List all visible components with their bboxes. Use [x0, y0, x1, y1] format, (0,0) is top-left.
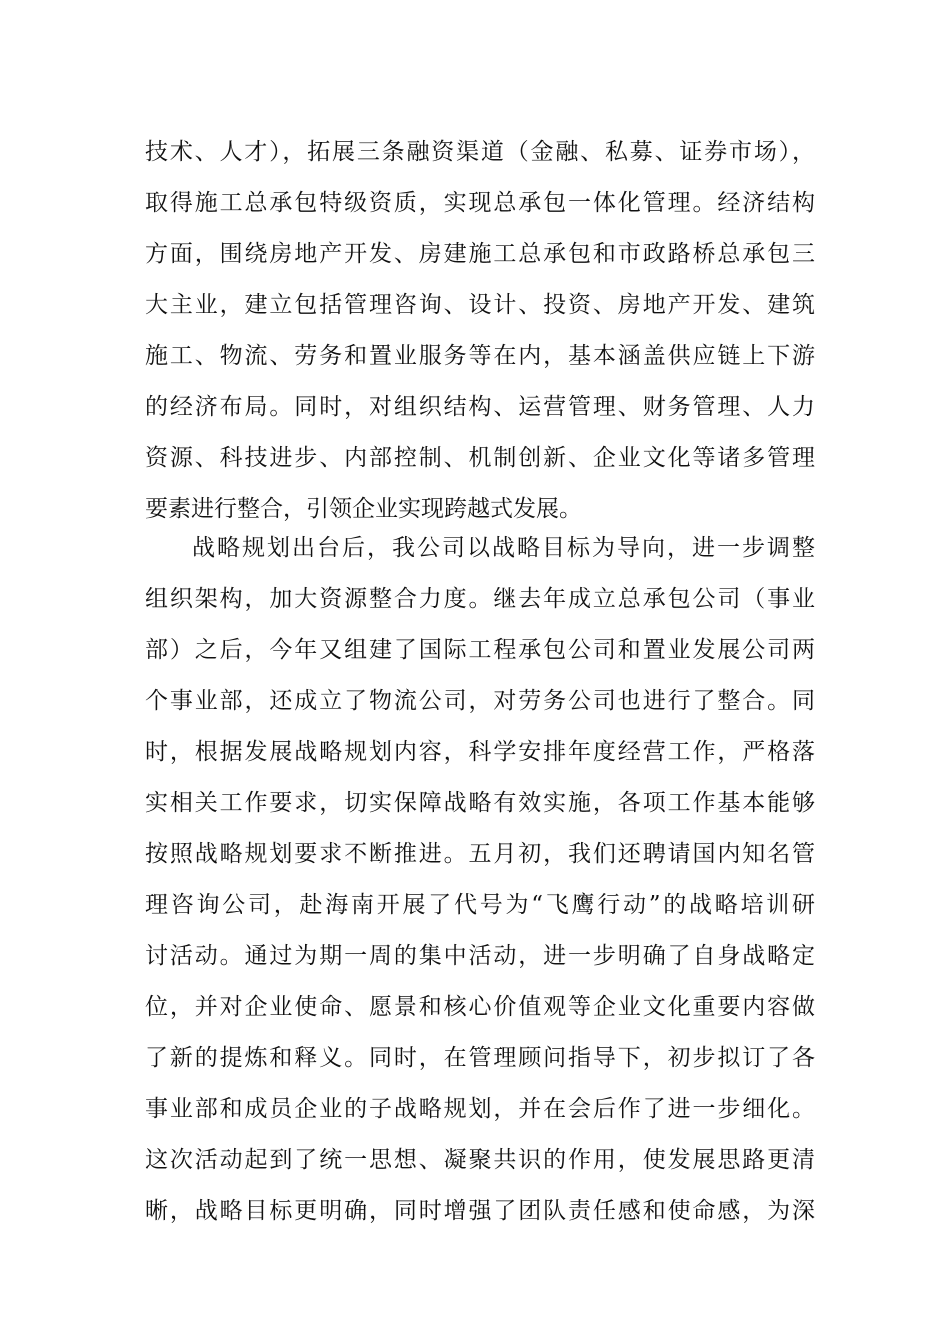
paragraph-line: 事业部和成员企业的子战略规划，并在会后作了进一步细化。	[145, 1096, 815, 1122]
paragraph-line: 要素进行整合，引领企业实现跨越式发展。	[145, 496, 582, 522]
paragraph-line: 大主业，建立包括管理咨询、设计、投资、房地产开发、建筑	[145, 292, 815, 318]
paragraph-line: 位，并对企业使命、愿景和核心价值观等企业文化重要内容做	[145, 994, 815, 1020]
paragraph-line: 实相关工作要求，切实保障战略有效实施，各项工作基本能够	[145, 790, 815, 816]
paragraph-line: 按照战略规划要求不断推进。五月初，我们还聘请国内知名管	[145, 841, 815, 867]
paragraph-line: 技术、人才），拓展三条融资渠道（金融、私募、证券市场），	[145, 139, 815, 165]
paragraph-line: 的经济布局。同时，对组织结构、运营管理、财务管理、人力	[145, 394, 815, 420]
paragraph-line: 这次活动起到了统一思想、凝聚共识的作用，使发展思路更清	[145, 1147, 815, 1173]
paragraph-line: 理咨询公司，赴海南开展了代号为“飞鹰行动”的战略培训研	[145, 892, 815, 918]
paragraph-1	[145, 127, 815, 535]
paragraph-line: 个事业部，还成立了物流公司，对劳务公司也进行了整合。同	[145, 688, 815, 714]
paragraph-line: 战略规划出台后，我公司以战略目标为导向，进一步调整	[192, 535, 815, 561]
paragraph-line: 时，根据发展战略规划内容，科学安排年度经营工作，严格落	[145, 739, 815, 765]
paragraph-2	[145, 523, 815, 1237]
paragraph-line: 晰，战略目标更明确，同时增强了团队责任感和使命感，为深	[145, 1198, 815, 1224]
paragraph-line: 取得施工总承包特级资质，实现总承包一体化管理。经济结构	[145, 190, 815, 216]
paragraph-line: 施工、物流、劳务和置业服务等在内，基本涵盖供应链上下游	[145, 343, 815, 369]
paragraph-line: 讨活动。通过为期一周的集中活动，进一步明确了自身战略定	[145, 943, 815, 969]
paragraph-line: 组织架构，加大资源整合力度。继去年成立总承包公司（事业	[145, 586, 815, 612]
paragraph-line: 资源、科技进步、内部控制、机制创新、企业文化等诸多管理	[145, 445, 815, 471]
paragraph-line: 了新的提炼和释义。同时，在管理顾问指导下，初步拟订了各	[145, 1045, 815, 1071]
paragraph-line: 部）之后，今年又组建了国际工程承包公司和置业发展公司两	[145, 637, 815, 663]
paragraph-line: 方面，围绕房地产开发、房建施工总承包和市政路桥总承包三	[145, 241, 815, 267]
